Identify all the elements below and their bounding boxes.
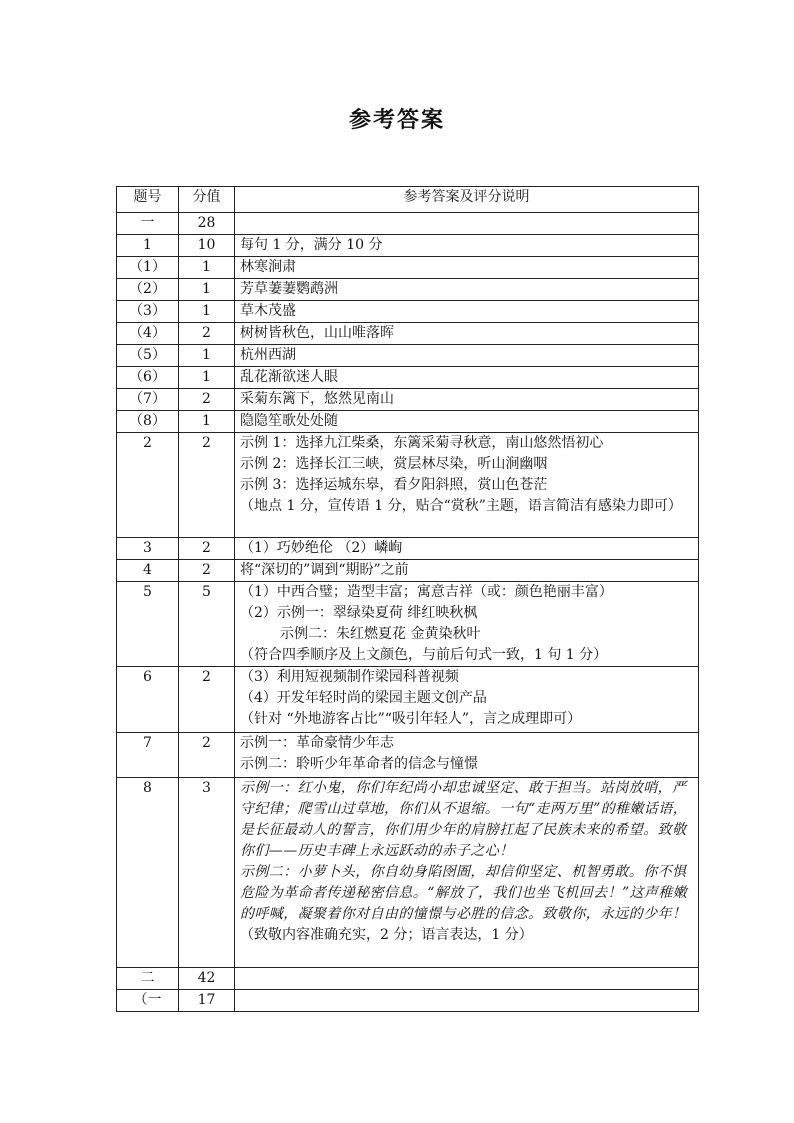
- table-row: [117, 323, 699, 345]
- answer-cell: [235, 389, 699, 411]
- table-row: [117, 213, 699, 235]
- score: 17: [179, 990, 235, 1012]
- question-number: 7: [117, 733, 179, 778]
- score: 1: [179, 257, 235, 279]
- question-number: 二: [117, 968, 179, 990]
- table-row: [117, 345, 699, 367]
- answer-cell: [235, 582, 699, 667]
- table-row: [117, 582, 699, 667]
- answer-line: （1）巧妙绝伦 （2）嶙峋: [240, 540, 403, 556]
- answer-line: 示例 1：选择九江柴桑，东篱采菊寻秋意，南山悠然悟初心: [240, 435, 604, 451]
- answer-line: 隐隐笙歌处处随: [240, 413, 338, 429]
- question-number: 2: [117, 433, 179, 538]
- answer-cell: [235, 538, 699, 560]
- score: 2: [179, 667, 235, 733]
- answer-line: 示例 3：选择运城东皋，看夕阳斜照，赏山色苍茫: [240, 477, 548, 493]
- score: 42: [179, 968, 235, 990]
- answer-line: （4）开发年轻时尚的梁园主题文创产品: [240, 690, 487, 706]
- table-row: [117, 990, 699, 1012]
- question-number: （一: [117, 990, 179, 1012]
- answer-cell: [235, 990, 699, 1012]
- answer-line: 示例二：聆听少年革命者的信念与憧憬: [240, 756, 478, 772]
- answer-cell: [235, 279, 699, 301]
- table-row: [117, 538, 699, 560]
- score: 2: [179, 433, 235, 538]
- scoring-note: （致敬内容准确充实，2 分；语言表达，1 分）: [240, 927, 533, 943]
- answer-line: 每句 1 分，满分 10 分: [240, 237, 383, 253]
- answer-cell: [235, 968, 699, 990]
- answer-line: 采菊东篱下，悠然见南山: [240, 391, 394, 407]
- answer-line: 芳草萋萋鹦鹉洲: [240, 281, 338, 297]
- score: 1: [179, 279, 235, 301]
- score: 2: [179, 560, 235, 582]
- table-row: [117, 367, 699, 389]
- answer-cell: [235, 345, 699, 367]
- answer-line: 林寒涧肃: [240, 259, 296, 275]
- question-number: 一: [117, 213, 179, 235]
- header-score: 分值: [179, 187, 235, 213]
- header-question-number: 题号: [117, 187, 179, 213]
- table-row: [117, 560, 699, 582]
- answer-cell: [235, 257, 699, 279]
- question-number: 6: [117, 667, 179, 733]
- answer-cell: [235, 367, 699, 389]
- example-essay-2: 示例二：小萝卜头，你自幼身陷囹圄，却信仰坚定、机智勇敢。你不惧危险为革命者传递秘密信息。“解放了，我们也坐飞机回去！”这声稚嫩的呼喊，凝聚着你对自由的憧憬与必胜的信念。致敬你，永远的少年！: [240, 864, 688, 922]
- score: 28: [179, 213, 235, 235]
- score: 2: [179, 538, 235, 560]
- score: 1: [179, 367, 235, 389]
- scoring-note: （针对 “外地游客占比”“吸引年轻人”，言之成理即可）: [240, 711, 582, 727]
- question-number: 1: [117, 235, 179, 257]
- answer-cell: [235, 323, 699, 345]
- question-number: 8: [117, 778, 179, 968]
- answer-line: 乱花渐欲迷人眼: [240, 369, 338, 385]
- answer-cell: [235, 301, 699, 323]
- score: 2: [179, 389, 235, 411]
- table-row: [117, 411, 699, 433]
- table-row: [117, 778, 699, 968]
- scoring-note: （地点 1 分，宣传语 1 分，贴合“赏秋”主题，语言简洁有感染力即可）: [240, 498, 682, 514]
- score: 2: [179, 733, 235, 778]
- answer-cell: [235, 667, 699, 733]
- question-number: （4）: [117, 323, 179, 345]
- answer-line: 树树皆秋色，山山唯落晖: [240, 325, 394, 341]
- question-number: （6）: [117, 367, 179, 389]
- answer-cell: [235, 213, 699, 235]
- header-answer: 参考答案及评分说明: [235, 187, 699, 213]
- example-essay-1: 示例一：红小鬼，你们年纪尚小却忠诚坚定、敢于担当。站岗放哨，严守纪律；爬雪山过草地，你们从不退缩。一句“走两万里”的稚嫩话语，是长征最动人的誓言，你们用少年的肩膀扛起了民族未来的希望。致敬你们——历史丰碑上永远跃动的赤子之心！: [240, 780, 688, 859]
- table-row: [117, 279, 699, 301]
- answer-line: （2）示例一：翠绿染夏荷 绯红映秋枫: [240, 605, 478, 621]
- table-row: [117, 667, 699, 733]
- answer-line: （3）利用短视频制作梁园科普视频: [240, 669, 459, 685]
- table-row: [117, 968, 699, 990]
- score: 3: [179, 778, 235, 968]
- answer-cell: [235, 560, 699, 582]
- table-row: [117, 235, 699, 257]
- answer-line: 示例一：革命豪情少年志: [240, 735, 394, 751]
- score: 1: [179, 301, 235, 323]
- table-row: [117, 433, 699, 538]
- answer-table: [116, 186, 699, 1012]
- question-number: 5: [117, 582, 179, 667]
- answer-cell: [235, 433, 699, 538]
- question-number: （2）: [117, 279, 179, 301]
- scoring-note: （符合四季顺序及上文颜色，与前后句式一致，1 句 1 分）: [240, 647, 608, 663]
- score: 5: [179, 582, 235, 667]
- question-number: （3）: [117, 301, 179, 323]
- answer-cell: [235, 778, 699, 968]
- score: 2: [179, 323, 235, 345]
- question-number: 3: [117, 538, 179, 560]
- question-number: （5）: [117, 345, 179, 367]
- table-row: [117, 389, 699, 411]
- table-header-row: [117, 187, 699, 213]
- answer-line: 示例二：朱红燃夏花 金黄染秋叶: [280, 626, 481, 642]
- answer-line: 将“深切的”调到“期盼”之前: [240, 562, 409, 578]
- question-number: （7）: [117, 389, 179, 411]
- answer-cell: [235, 733, 699, 778]
- question-number: 4: [117, 560, 179, 582]
- score: 1: [179, 411, 235, 433]
- answer-line: 草木茂盛: [240, 303, 296, 319]
- answer-cell: [235, 235, 699, 257]
- table-row: [117, 733, 699, 778]
- answer-line: 示例 2：选择长江三峡，赏层林尽染，听山涧幽咽: [240, 456, 548, 472]
- page-title: 参考答案: [348, 108, 445, 133]
- table-row: [117, 257, 699, 279]
- table-row: [117, 301, 699, 323]
- answer-line: （1）中西合璧；造型丰富；寓意吉祥（或：颜色艳丽丰富）: [240, 584, 613, 600]
- score: 1: [179, 345, 235, 367]
- score: 10: [179, 235, 235, 257]
- answer-cell: [235, 411, 699, 433]
- answer-line: 杭州西湖: [240, 347, 296, 363]
- question-number: （8）: [117, 411, 179, 433]
- question-number: （1）: [117, 257, 179, 279]
